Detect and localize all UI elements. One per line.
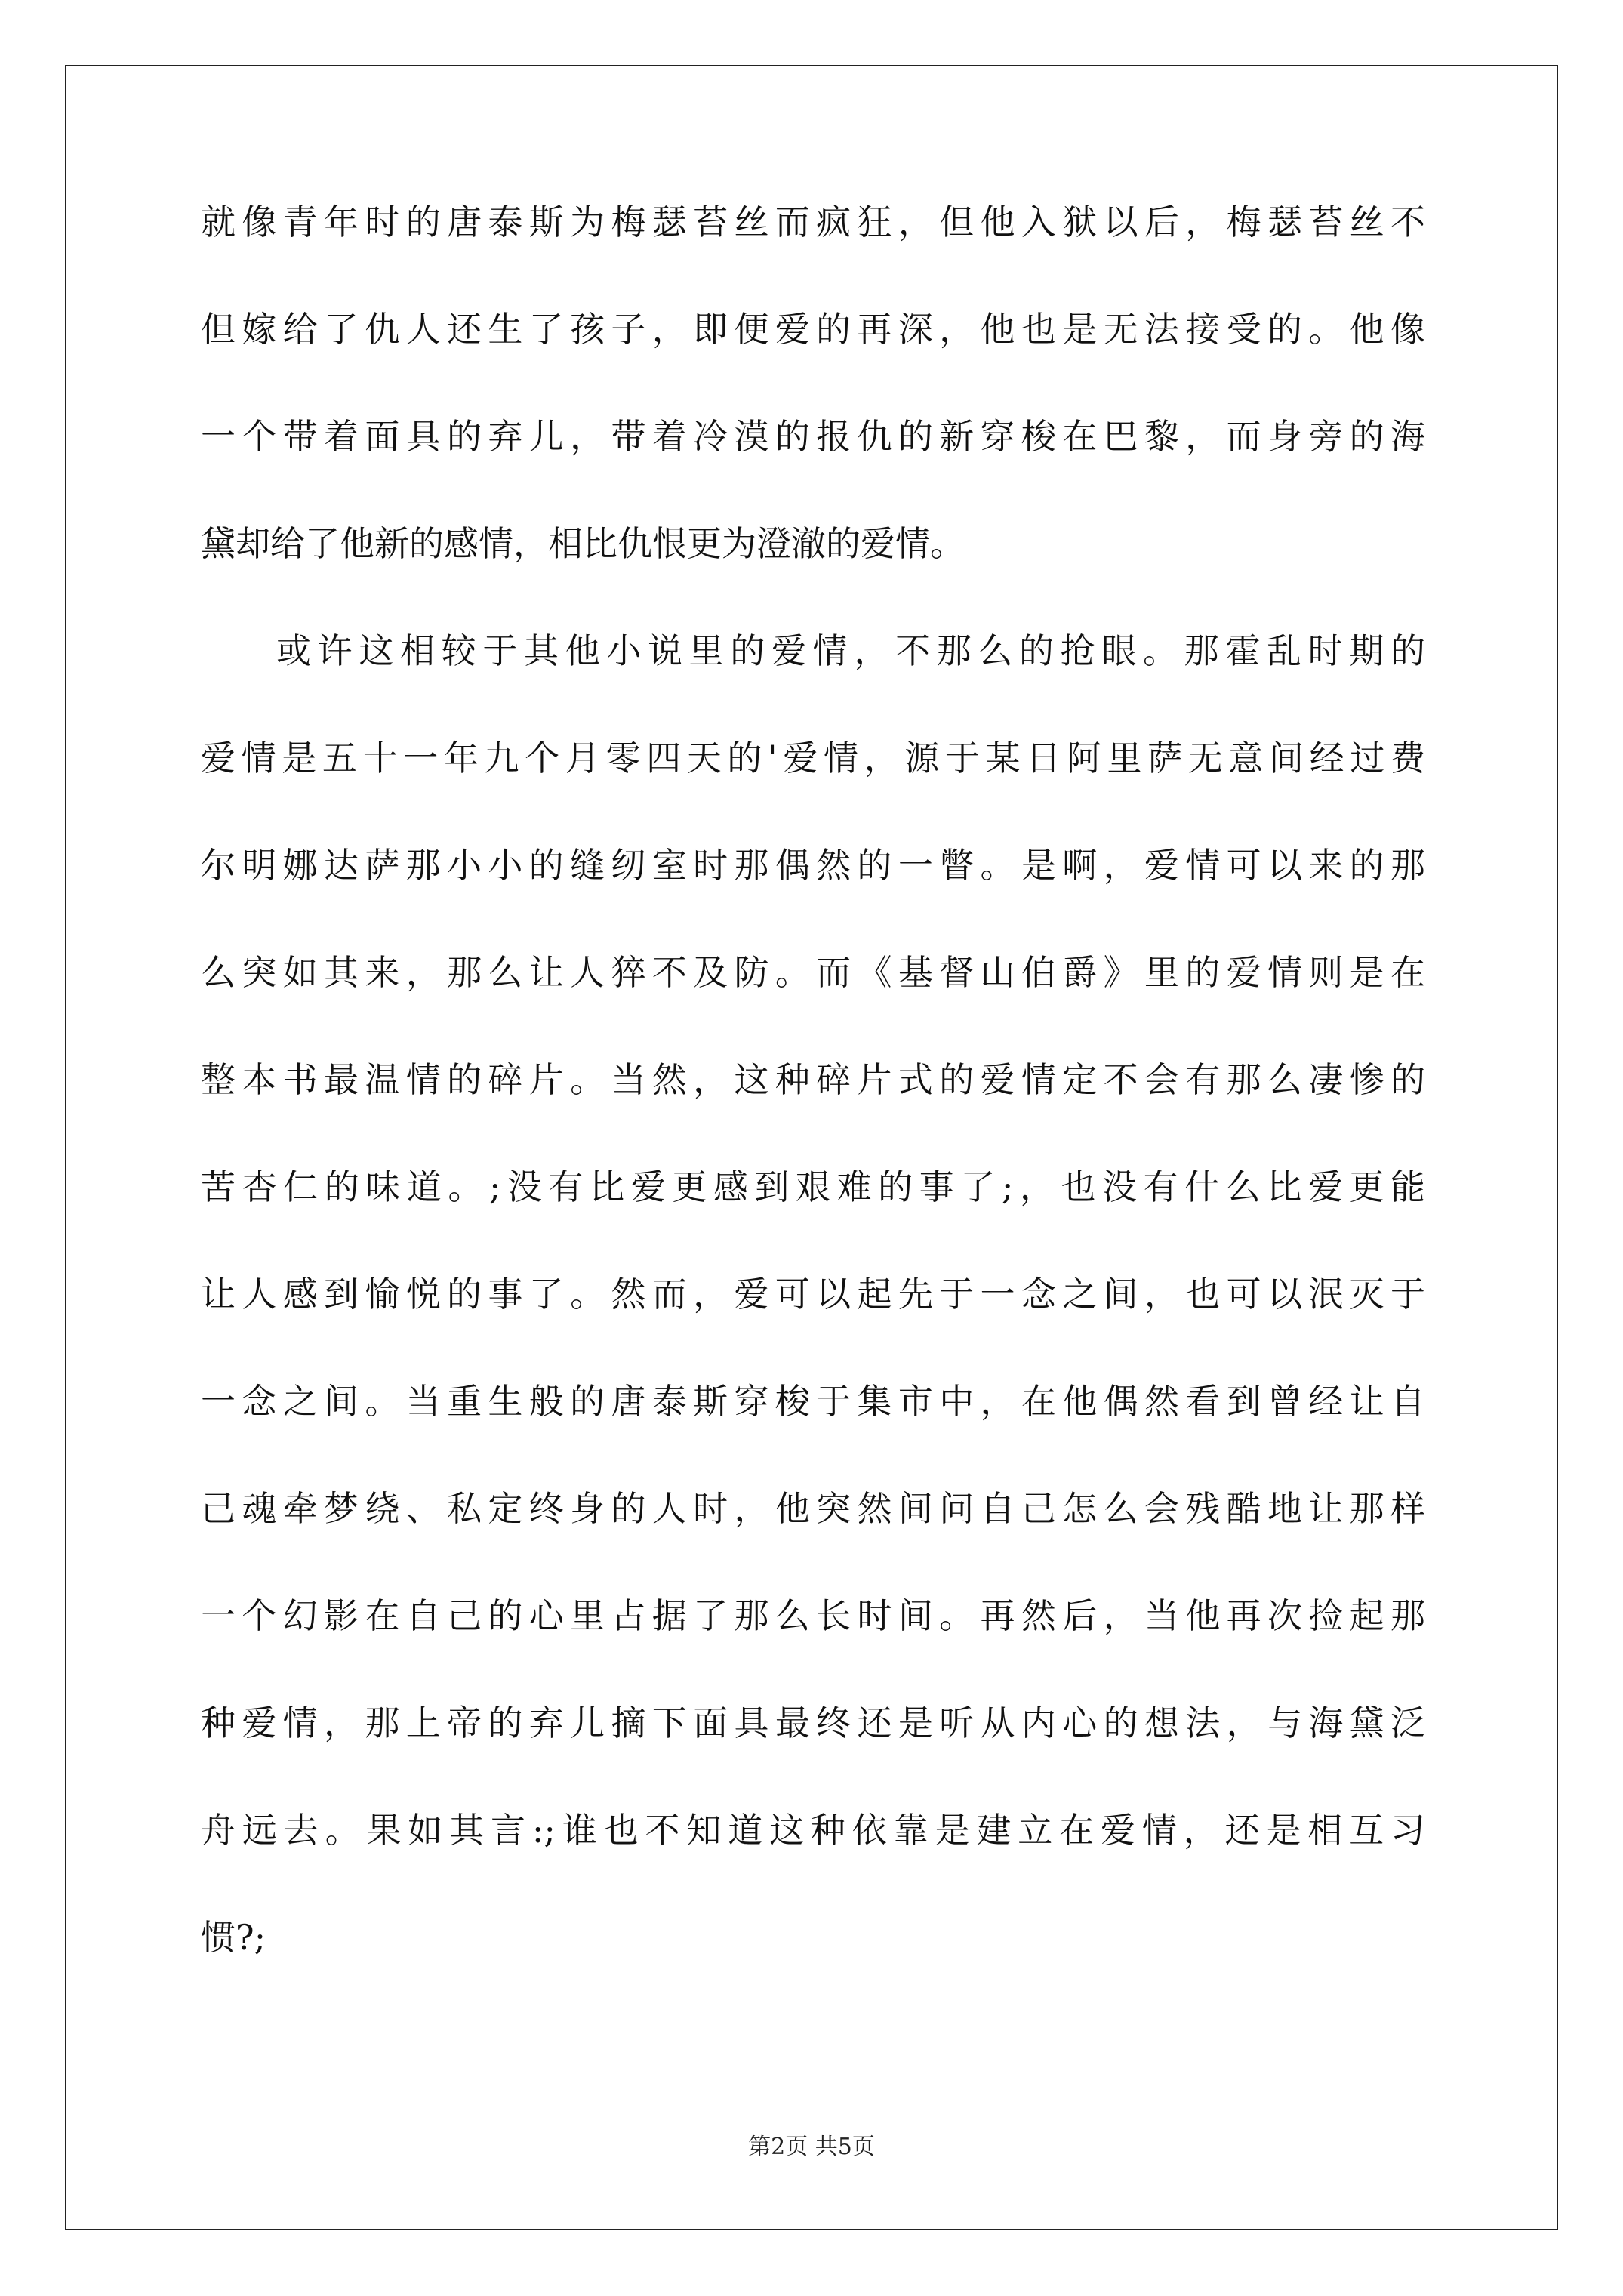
paragraph-2-line-3: 尔明娜达萨那小小的缝纫室时那偶然的一瞥。是啊，爱情可以来的那	[201, 845, 1425, 886]
paragraph-2-line-13: 惯?;	[201, 1917, 266, 1958]
paragraph-2-line-4: 么突如其来，那么让人猝不及防。而《基督山伯爵》里的爱情则是在	[201, 952, 1425, 993]
paragraph-2-line-2: 爱情是五十一年九个月零四天的'爱情，源于某日阿里萨无意间经过费	[201, 738, 1425, 778]
paragraph-1-line-1: 就像青年时的唐泰斯为梅瑟苔丝而疯狂，但他入狱以后，梅瑟苔丝不	[201, 202, 1425, 242]
page-border	[65, 65, 1558, 2230]
paragraph-2-line-6: 苦杏仁的味道。;没有比爱更感到艰难的事了;，也没有什么比爱更能	[201, 1166, 1425, 1207]
paragraph-2-line-8: 一念之间。当重生般的唐泰斯穿梭于集市中，在他偶然看到曾经让自	[201, 1381, 1425, 1422]
paragraph-2-line-12: 舟远去。果如其言:;谁也不知道这种依靠是建立在爱情，还是相互习	[201, 1810, 1425, 1851]
paragraph-2-line-9: 己魂牵梦绕、私定终身的人时，他突然间问自己怎么会残酷地让那样	[201, 1488, 1425, 1529]
paragraph-1-line-2: 但嫁给了仇人还生了孩子，即便爱的再深，他也是无法接受的。他像	[201, 309, 1425, 350]
paragraph-2-line-1: 或许这相较于其他小说里的爱情，不那么的抢眼。那霍乱时期的	[276, 630, 1425, 671]
paragraph-1-line-3: 一个带着面具的弃儿，带着冷漠的报仇的新穿梭在巴黎，而身旁的海	[201, 416, 1425, 457]
paragraph-2-line-11: 种爱情，那上帝的弃儿摘下面具最终还是听从内心的想法，与海黛泛	[201, 1703, 1425, 1743]
paragraph-2-line-10: 一个幻影在自己的心里占据了那么长时间。再然后，当他再次捡起那	[201, 1595, 1425, 1636]
paragraph-2-line-5: 整本书最温情的碎片。当然，这种碎片式的爱情定不会有那么凄惨的	[201, 1059, 1425, 1100]
paragraph-1-line-4: 黛却给了他新的感情，相比仇恨更为澄澈的爱情。	[201, 523, 965, 564]
paragraph-2-line-7: 让人感到愉悦的事了。然而，爱可以起先于一念之间，也可以泯灭于	[201, 1274, 1425, 1314]
page-number: 第2页 共5页	[748, 2134, 875, 2160]
